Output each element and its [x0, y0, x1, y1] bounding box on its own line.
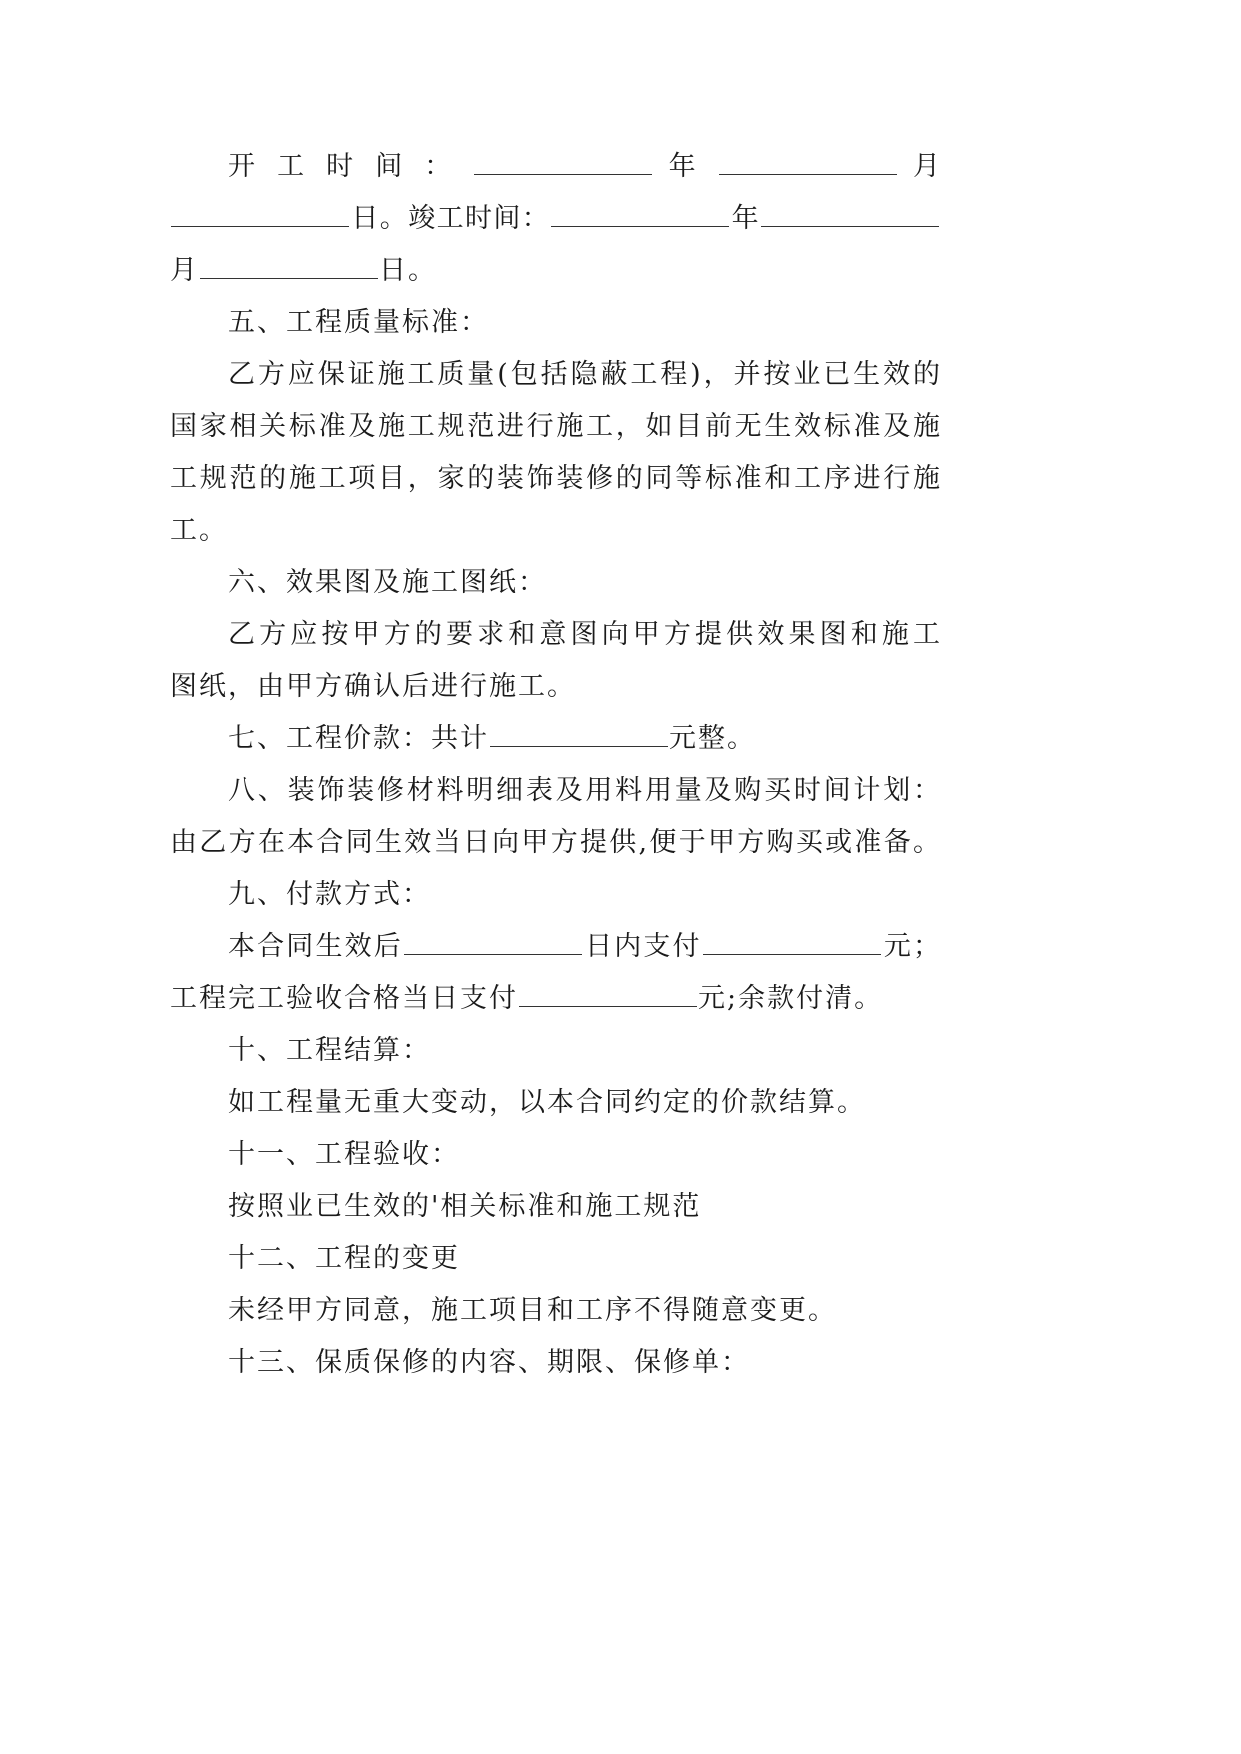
- paragraph-line: 由乙方在本合同生效当日向甲方提供,便于甲方购买或准备。: [170, 827, 940, 858]
- paragraph-line: 工规范的施工项目，家的装饰装修的同等标准和工序进行施: [170, 463, 940, 494]
- text-year: 年: [730, 203, 761, 234]
- completion-date-line: [170, 193, 940, 245]
- text-jian: 间: [375, 151, 409, 182]
- paragraph-line: 按照业已生效的'相关标准和施工规范: [228, 1191, 702, 1222]
- completion-year-blank[interactable]: [551, 204, 729, 227]
- text-shi: 时: [326, 151, 360, 182]
- payment-line-2: [170, 973, 940, 1025]
- text-completion-label: 日。竣工时间：: [350, 203, 551, 234]
- price-blank[interactable]: [490, 724, 668, 747]
- payment-amount-blank[interactable]: [703, 932, 881, 955]
- completion-month-blank[interactable]: [761, 204, 939, 227]
- text-month: 月: [170, 255, 199, 286]
- document-body: [170, 141, 940, 1389]
- text-price-label: 七、工程价款：共计: [228, 723, 489, 754]
- text-kai: 开: [228, 151, 262, 182]
- completion-day-line: [170, 245, 940, 297]
- section-12-heading: 十二、工程的变更: [228, 1243, 460, 1274]
- text-payment-1a: 本合同生效后: [228, 931, 403, 962]
- paragraph-line: 国家相关标准及施工规范进行施工，如目前无生效标准及施: [170, 411, 940, 442]
- section-9-heading: 九、付款方式：: [228, 879, 431, 910]
- payment-line-1: [170, 921, 940, 973]
- paragraph-line: 未经甲方同意，施工项目和工序不得随意变更。: [228, 1295, 837, 1326]
- paragraph-line: 工。: [170, 515, 228, 546]
- text-payment-2a: 工程完工验收合格当日支付: [170, 983, 518, 1014]
- paragraph-line: 如工程量无重大变动，以本合同约定的价款结算。: [228, 1087, 866, 1118]
- start-month-blank[interactable]: [719, 152, 897, 175]
- paragraph-line: 乙方应保证施工质量(包括隐蔽工程)，并按业已生效的: [228, 359, 940, 390]
- start-year-blank[interactable]: [474, 152, 652, 175]
- text-payment-2b: 元;余款付清。: [698, 983, 884, 1014]
- text-day: 日。: [379, 255, 437, 286]
- text-month: 月: [913, 151, 941, 182]
- text-payment-1c: 元；: [881, 931, 941, 962]
- section-10-heading: 十、工程结算：: [228, 1035, 431, 1066]
- text-gong: 工: [277, 151, 311, 182]
- paragraph-line: 图纸，由甲方确认后进行施工。: [170, 671, 576, 702]
- start-day-blank[interactable]: [171, 204, 349, 227]
- section-7-heading: [170, 713, 940, 765]
- section-8-heading: 八、装饰装修材料明细表及用料用量及购买时间计划：: [228, 775, 940, 806]
- payment-days-blank[interactable]: [404, 932, 582, 955]
- section-11-heading: 十一、工程验收：: [228, 1139, 460, 1170]
- start-date-line: [170, 141, 940, 193]
- text-payment-1b: 日内支付: [582, 931, 702, 962]
- text-year: 年: [668, 151, 703, 182]
- text-price-suffix: 元整。: [669, 723, 756, 754]
- acceptance-amount-blank[interactable]: [519, 984, 697, 1007]
- section-5-heading: 五、工程质量标准：: [228, 307, 489, 338]
- section-13-heading: 十三、保质保修的内容、期限、保修单：: [228, 1347, 750, 1378]
- completion-day-blank[interactable]: [200, 256, 378, 279]
- section-6-heading: 六、效果图及施工图纸：: [228, 567, 547, 598]
- text-colon: ：: [424, 151, 458, 182]
- paragraph-line: 乙方应按甲方的要求和意图向甲方提供效果图和施工: [228, 619, 940, 650]
